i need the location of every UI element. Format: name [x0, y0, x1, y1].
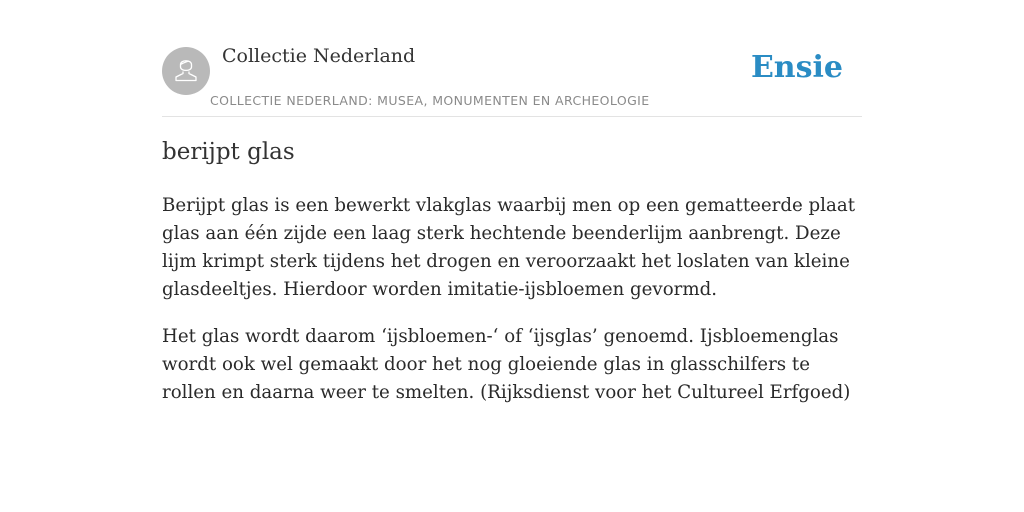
avatar[interactable] [162, 47, 210, 95]
article-body [162, 192, 862, 426]
page [162, 0, 862, 403]
paragraph: Het glas wordt daarom ‘ijsbloemen-‘ of ‘ijsglas’ genoemd. Ijsbloemenglas wordt ook wel gemaakt door het nog gloeiende glas in glasschilfers te rollen en daarna weer te smelten. (Rijksdienst voor het Cultureel Erfgoed) [162, 326, 851, 403]
header [162, 0, 862, 117]
brand-logo[interactable]: Ensie [750, 50, 843, 85]
page-title: berijpt glas [162, 139, 295, 165]
author-name[interactable]: Collectie Nederland [222, 45, 416, 67]
user-icon [171, 54, 201, 89]
paragraph: Berijpt glas is een bewerkt vlakglas waarbij men op een gematteerde plaat glas aan één zijde een laag sterk hechtende beenderlijm aanbrengt. Deze lijm krimpt sterk tijdens het drogen en veroorzaakt het loslaten van kleine glasdeeltjes. Hierdoor worden imitatie-ijsbloemen gevormd. [162, 195, 855, 300]
author-subtitle: COLLECTIE NEDERLAND: MUSEA, MONUMENTEN EN ARCHEOLOGIE [210, 93, 650, 108]
